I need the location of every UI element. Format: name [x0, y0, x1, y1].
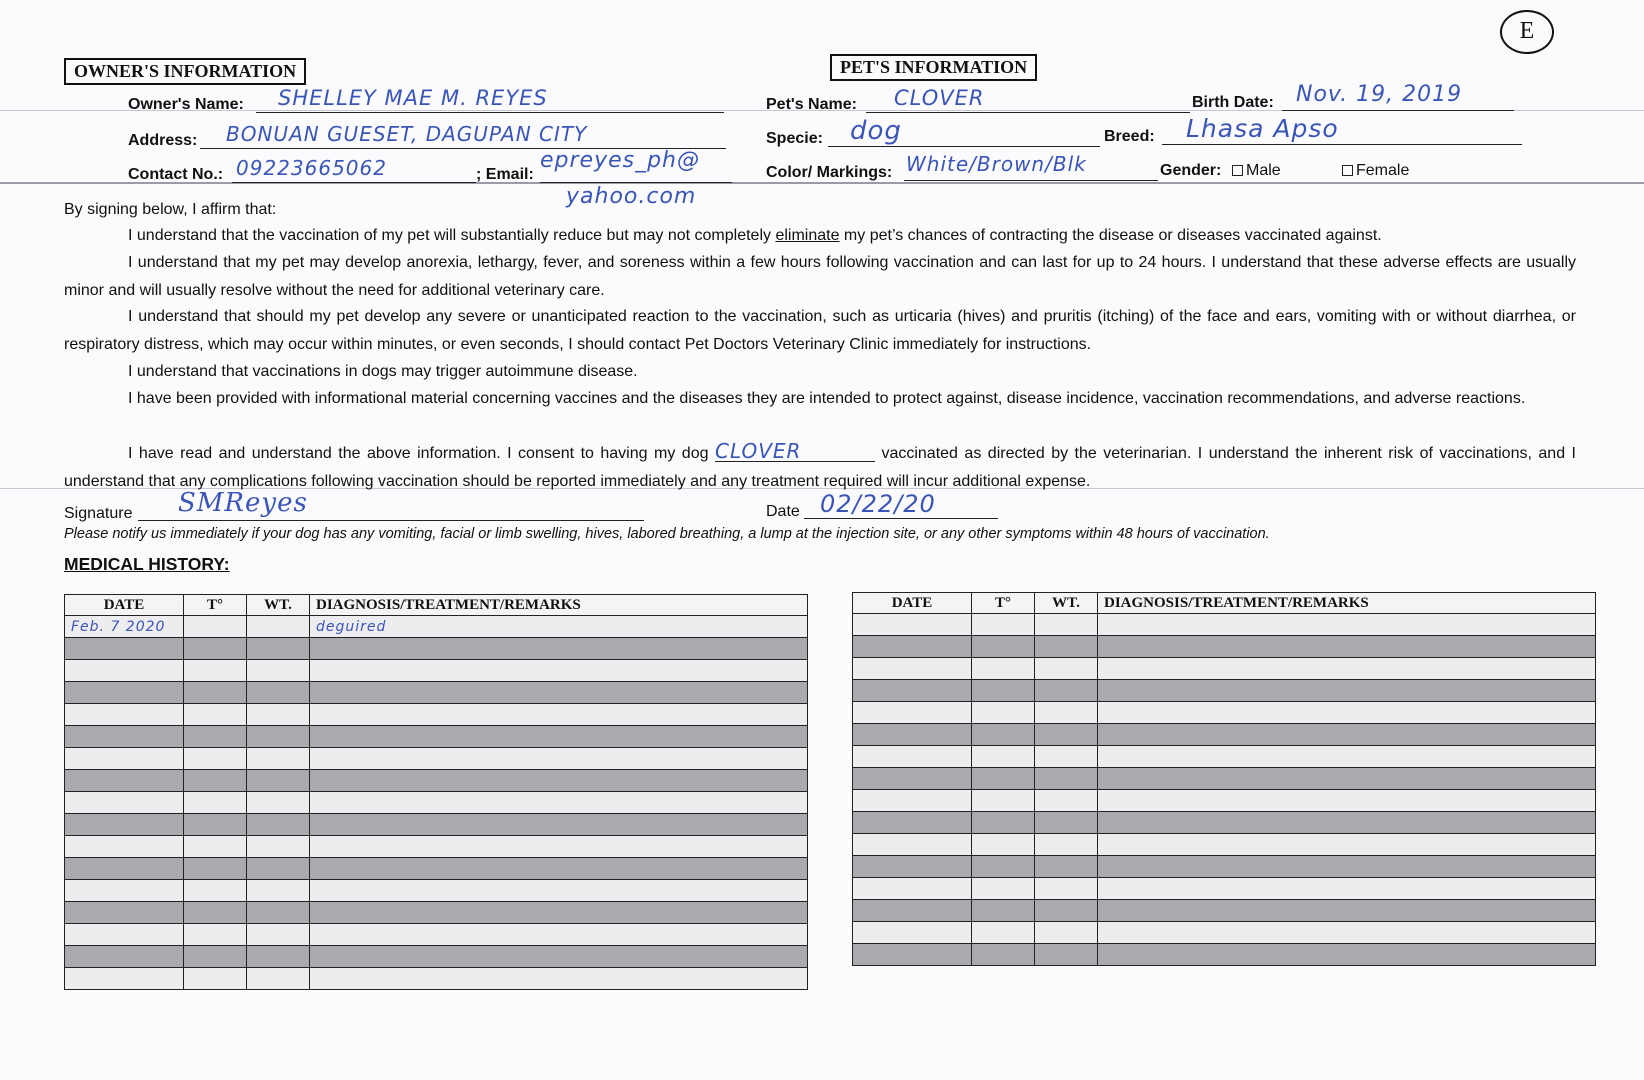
table-row [65, 748, 808, 770]
date-cell[interactable] [65, 946, 184, 968]
weight-cell[interactable] [247, 836, 310, 858]
weight-cell[interactable] [1035, 636, 1098, 658]
date-cell[interactable] [853, 834, 972, 856]
temp-cell[interactable] [972, 702, 1035, 724]
weight-cell[interactable] [1035, 768, 1098, 790]
weight-cell[interactable] [247, 660, 310, 682]
date-cell[interactable] [65, 902, 184, 924]
temp-cell[interactable] [184, 946, 247, 968]
table-row [65, 814, 808, 836]
owner-email-value-line2: yahoo.com [566, 184, 697, 209]
pet-name-field[interactable] [866, 86, 1190, 113]
owner-email-field[interactable] [540, 148, 732, 183]
table-row [65, 770, 808, 792]
pet-breed-field[interactable] [1162, 114, 1522, 145]
col-date: DATE [853, 593, 972, 614]
table-row [65, 638, 808, 660]
weight-cell[interactable] [1035, 614, 1098, 636]
temp-cell[interactable] [972, 680, 1035, 702]
table-row [853, 944, 1596, 966]
weight-cell[interactable] [1035, 878, 1098, 900]
temp-cell[interactable] [184, 792, 247, 814]
date-cell[interactable] [65, 858, 184, 880]
remarks-cell[interactable] [310, 638, 808, 660]
signature-value: SMReyes [178, 488, 308, 518]
date-cell[interactable] [853, 878, 972, 900]
remarks-cell[interactable] [1098, 680, 1596, 702]
date-cell[interactable] [853, 944, 972, 966]
table-row [853, 636, 1596, 658]
date-cell[interactable] [853, 790, 972, 812]
notify-note: Please notify us immediately if your dog has any vomiting, facial or limb swelling, hives, labored breathing, a lump at the injection site, or any other symptoms within 48 hours of vaccination. [64, 526, 1270, 542]
temp-cell[interactable] [184, 660, 247, 682]
owner-address-field[interactable] [200, 122, 726, 149]
weight-cell[interactable] [247, 616, 310, 638]
date-cell[interactable] [65, 660, 184, 682]
temp-cell[interactable] [972, 614, 1035, 636]
owner-name-value: SHELLEY MAE M. REYES [278, 86, 548, 110]
temp-cell[interactable] [972, 878, 1035, 900]
col-temp: T° [972, 593, 1035, 614]
remarks-cell[interactable] [310, 726, 808, 748]
weight-cell[interactable] [247, 792, 310, 814]
remarks-cell[interactable] [310, 968, 808, 990]
date-cell[interactable] [853, 768, 972, 790]
remarks-cell[interactable] [1098, 834, 1596, 856]
pet-breed-value: Lhasa Apso [1186, 114, 1339, 143]
table-row [65, 880, 808, 902]
consent-paragraph-6: I have read and understand the above information. I consent to having my dog CLOVER vaccinated as directed by the veterinarian. I understand the inherent risk of vaccinations, and I understand that any complications following vaccination should be reported immediately and any treatment required will incur additional expense. [64, 439, 1577, 490]
table-row [65, 726, 808, 748]
date-cell[interactable] [853, 702, 972, 724]
female-label: Female [1356, 162, 1410, 179]
weight-cell[interactable] [1035, 658, 1098, 680]
date-cell[interactable] [65, 924, 184, 946]
signature-field[interactable] [138, 488, 644, 521]
weight-cell[interactable] [1035, 922, 1098, 944]
remarks-cell[interactable] [1098, 944, 1596, 966]
weight-cell[interactable] [247, 638, 310, 660]
date-cell[interactable] [853, 658, 972, 680]
table-row [853, 614, 1596, 636]
date-cell[interactable] [853, 746, 972, 768]
remarks-cell[interactable] [310, 660, 808, 682]
temp-cell[interactable] [972, 812, 1035, 834]
owner-contact-label: Contact No.: [128, 166, 224, 183]
remarks-cell[interactable] [310, 814, 808, 836]
date-cell[interactable] [65, 638, 184, 660]
temp-cell[interactable] [184, 814, 247, 836]
temp-cell[interactable] [184, 770, 247, 792]
temp-cell[interactable] [972, 944, 1035, 966]
remarks-cell[interactable] [1098, 812, 1596, 834]
weight-cell[interactable] [247, 748, 310, 770]
weight-cell[interactable] [247, 704, 310, 726]
temp-cell[interactable] [184, 726, 247, 748]
remarks-cell[interactable] [1098, 702, 1596, 724]
owner-address-label: Address: [128, 132, 198, 149]
weight-cell[interactable] [1035, 812, 1098, 834]
remarks-cell[interactable]: deguired [310, 616, 808, 638]
col-diagnosis: DIAGNOSIS/TREATMENT/REMARKS [1098, 593, 1596, 614]
col-date: DATE [65, 595, 184, 616]
weight-cell[interactable] [1035, 724, 1098, 746]
weight-cell[interactable] [247, 902, 310, 924]
owner-address-value: BONUAN GUESET, DAGUPAN CITY [226, 122, 588, 146]
consent-paragraph-5: I have been provided with informational material concerning vaccines and the diseases they are intended to protect against, disease incidence, vaccination recommendations, and adverse reactions. [128, 390, 1526, 407]
date-cell[interactable] [65, 814, 184, 836]
table-row [65, 968, 808, 990]
temp-cell[interactable] [184, 858, 247, 880]
date-cell[interactable] [853, 724, 972, 746]
underlined-word: eliminate [775, 227, 840, 244]
remarks-cell[interactable] [310, 924, 808, 946]
weight-cell[interactable] [247, 858, 310, 880]
table-row [65, 924, 808, 946]
consent-paragraph-3: I understand that should my pet develop any severe or unanticipated reaction to the vaccination, such as urticaria (hives) and pruritis (itching) of the face and ears, vomiting with or without diarrhea, or respiratory distress, which may occur within minutes, or even seconds, I should contact Pet Doctors Veterinary Clinic immediately for instructions. [64, 308, 1576, 353]
pet-specie-label: Specie: [766, 130, 823, 147]
weight-cell[interactable] [247, 946, 310, 968]
weight-cell[interactable] [1035, 944, 1098, 966]
weight-cell[interactable] [1035, 834, 1098, 856]
remarks-cell[interactable] [310, 704, 808, 726]
consent-pet-name[interactable]: CLOVER [715, 441, 875, 462]
table-row [853, 856, 1596, 878]
remarks-cell[interactable] [1098, 636, 1596, 658]
temp-cell[interactable] [972, 724, 1035, 746]
pet-gender-label: Gender: [1160, 162, 1222, 179]
remarks-cell[interactable] [1098, 658, 1596, 680]
male-label: Male [1246, 162, 1281, 179]
table-row [65, 836, 808, 858]
table-row [853, 724, 1596, 746]
col-diagnosis: DIAGNOSIS/TREATMENT/REMARKS [310, 595, 808, 616]
date-cell[interactable] [65, 726, 184, 748]
table-row [853, 900, 1596, 922]
weight-cell[interactable] [247, 726, 310, 748]
temp-cell[interactable] [972, 746, 1035, 768]
table-row [853, 812, 1596, 834]
date-value: 02/22/20 [820, 490, 936, 518]
remarks-cell[interactable] [1098, 878, 1596, 900]
remarks-cell[interactable] [1098, 856, 1596, 878]
remarks-cell[interactable] [310, 880, 808, 902]
remarks-cell[interactable] [310, 748, 808, 770]
weight-cell[interactable] [1035, 746, 1098, 768]
remarks-cell[interactable] [310, 770, 808, 792]
temp-cell[interactable] [972, 790, 1035, 812]
remarks-cell[interactable] [1098, 768, 1596, 790]
table-row [65, 660, 808, 682]
col-weight: WT. [247, 595, 310, 616]
col-temp: T° [184, 595, 247, 616]
temp-cell[interactable] [184, 704, 247, 726]
remarks-cell[interactable] [310, 858, 808, 880]
date-cell[interactable] [65, 704, 184, 726]
temp-cell[interactable] [184, 748, 247, 770]
owner-name-label: Owner's Name: [128, 96, 244, 113]
table-row [853, 922, 1596, 944]
weight-cell[interactable] [1035, 790, 1098, 812]
date-cell[interactable] [853, 812, 972, 834]
table-row [65, 616, 808, 638]
pet-breed-label: Breed: [1104, 128, 1155, 145]
consent-paragraph-1: I understand that the vaccination of my pet will substantially reduce but may not completely eliminate my pet’s chances of contracting the disease or diseases vaccinated against. [128, 227, 1382, 244]
table-row [65, 946, 808, 968]
gender-male-option[interactable] [1232, 162, 1281, 180]
temp-cell[interactable] [972, 768, 1035, 790]
pet-name-value: CLOVER [894, 86, 985, 110]
date-cell[interactable] [853, 636, 972, 658]
date-cell[interactable] [65, 792, 184, 814]
date-label: Date [766, 503, 800, 520]
remarks-cell[interactable] [1098, 922, 1596, 944]
date-cell[interactable] [853, 900, 972, 922]
temp-cell[interactable] [184, 902, 247, 924]
owner-email-value-line1: epreyes_ph@ [540, 148, 701, 173]
signature-label: Signature [64, 505, 133, 522]
date-cell[interactable] [65, 836, 184, 858]
table-row [853, 746, 1596, 768]
pet-color-field[interactable] [904, 152, 1158, 181]
medical-history-table-right [852, 592, 1596, 966]
table-row [65, 792, 808, 814]
temp-cell[interactable] [972, 856, 1035, 878]
owner-email-label: ; Email: [476, 166, 534, 183]
pet-birthdate-label: Birth Date: [1192, 94, 1274, 111]
weight-cell[interactable] [1035, 702, 1098, 724]
date-cell[interactable] [853, 614, 972, 636]
male-checkbox[interactable] [1232, 165, 1243, 176]
owner-contact-field[interactable] [232, 156, 476, 183]
pet-info-header: PET'S INFORMATION [830, 54, 1037, 81]
consent-intro: By signing below, I affirm that: [64, 201, 277, 218]
remarks-cell[interactable] [1098, 724, 1596, 746]
temp-cell[interactable] [972, 834, 1035, 856]
date-cell[interactable] [853, 680, 972, 702]
remarks-cell[interactable] [310, 682, 808, 704]
temp-cell[interactable] [184, 836, 247, 858]
date-cell[interactable] [65, 748, 184, 770]
remarks-cell[interactable] [310, 792, 808, 814]
gender-female-option[interactable] [1342, 162, 1409, 180]
remarks-cell[interactable] [310, 946, 808, 968]
pet-specie-value: dog [850, 116, 902, 146]
temp-cell[interactable] [972, 922, 1035, 944]
col-weight: WT. [1035, 593, 1098, 614]
medical-history-title: MEDICAL HISTORY: [64, 554, 230, 574]
table-row [853, 768, 1596, 790]
table-row [65, 858, 808, 880]
stamp-letter: E [1500, 10, 1554, 54]
weight-cell[interactable] [247, 880, 310, 902]
weight-cell[interactable] [247, 924, 310, 946]
weight-cell[interactable] [1035, 680, 1098, 702]
remarks-cell[interactable] [310, 836, 808, 858]
temp-cell[interactable] [184, 924, 247, 946]
pet-birthdate-field[interactable] [1282, 82, 1514, 111]
pet-color-value: White/Brown/Blk [906, 152, 1087, 176]
consent-paragraph-4: I understand that vaccinations in dogs may trigger autoimmune disease. [128, 363, 638, 380]
date-cell[interactable] [65, 682, 184, 704]
remarks-cell[interactable] [310, 902, 808, 924]
table-row [853, 680, 1596, 702]
table-row [853, 790, 1596, 812]
weight-cell[interactable] [247, 968, 310, 990]
date-field[interactable] [804, 490, 998, 519]
weight-cell[interactable] [247, 814, 310, 836]
weight-cell[interactable] [247, 682, 310, 704]
temp-cell[interactable] [972, 636, 1035, 658]
table-row [853, 834, 1596, 856]
weight-cell[interactable] [247, 770, 310, 792]
pet-name-label: Pet's Name: [766, 96, 857, 113]
owner-info-header: OWNER'S INFORMATION [64, 58, 306, 85]
consent-paragraph-2: I understand that my pet may develop anorexia, lethargy, fever, and soreness within a few hours following vaccination and can last for up to 24 hours. I understand that these adverse effects are usually minor and will usually resolve without the need for additional veterinary care. [64, 254, 1576, 299]
temp-cell[interactable] [184, 968, 247, 990]
remarks-cell[interactable] [1098, 790, 1596, 812]
temp-cell[interactable] [184, 682, 247, 704]
date-cell[interactable] [853, 922, 972, 944]
pet-color-label: Color/ Markings: [766, 164, 893, 181]
owner-name-field[interactable] [256, 86, 724, 113]
remarks-cell[interactable] [1098, 746, 1596, 768]
temp-cell[interactable] [184, 638, 247, 660]
date-cell[interactable] [853, 856, 972, 878]
remarks-cell[interactable] [1098, 614, 1596, 636]
pet-specie-field[interactable] [828, 116, 1100, 147]
temp-cell[interactable] [184, 880, 247, 902]
pet-birthdate-value: Nov. 19, 2019 [1296, 82, 1463, 107]
female-checkbox[interactable] [1342, 165, 1353, 176]
remarks-cell[interactable] [1098, 900, 1596, 922]
table-row [853, 702, 1596, 724]
table-row [65, 682, 808, 704]
table-row [65, 704, 808, 726]
table-row [853, 878, 1596, 900]
table-row [853, 658, 1596, 680]
medical-history-table-left [64, 594, 808, 990]
date-cell[interactable]: Feb. 7 2020 [65, 616, 184, 638]
temp-cell[interactable] [972, 658, 1035, 680]
date-cell[interactable] [65, 880, 184, 902]
date-cell[interactable] [65, 770, 184, 792]
temp-cell[interactable] [972, 900, 1035, 922]
date-cell[interactable] [65, 968, 184, 990]
temp-cell[interactable] [184, 616, 247, 638]
weight-cell[interactable] [1035, 900, 1098, 922]
owner-contact-value: 09223665062 [236, 156, 387, 180]
table-row [65, 902, 808, 924]
weight-cell[interactable] [1035, 856, 1098, 878]
